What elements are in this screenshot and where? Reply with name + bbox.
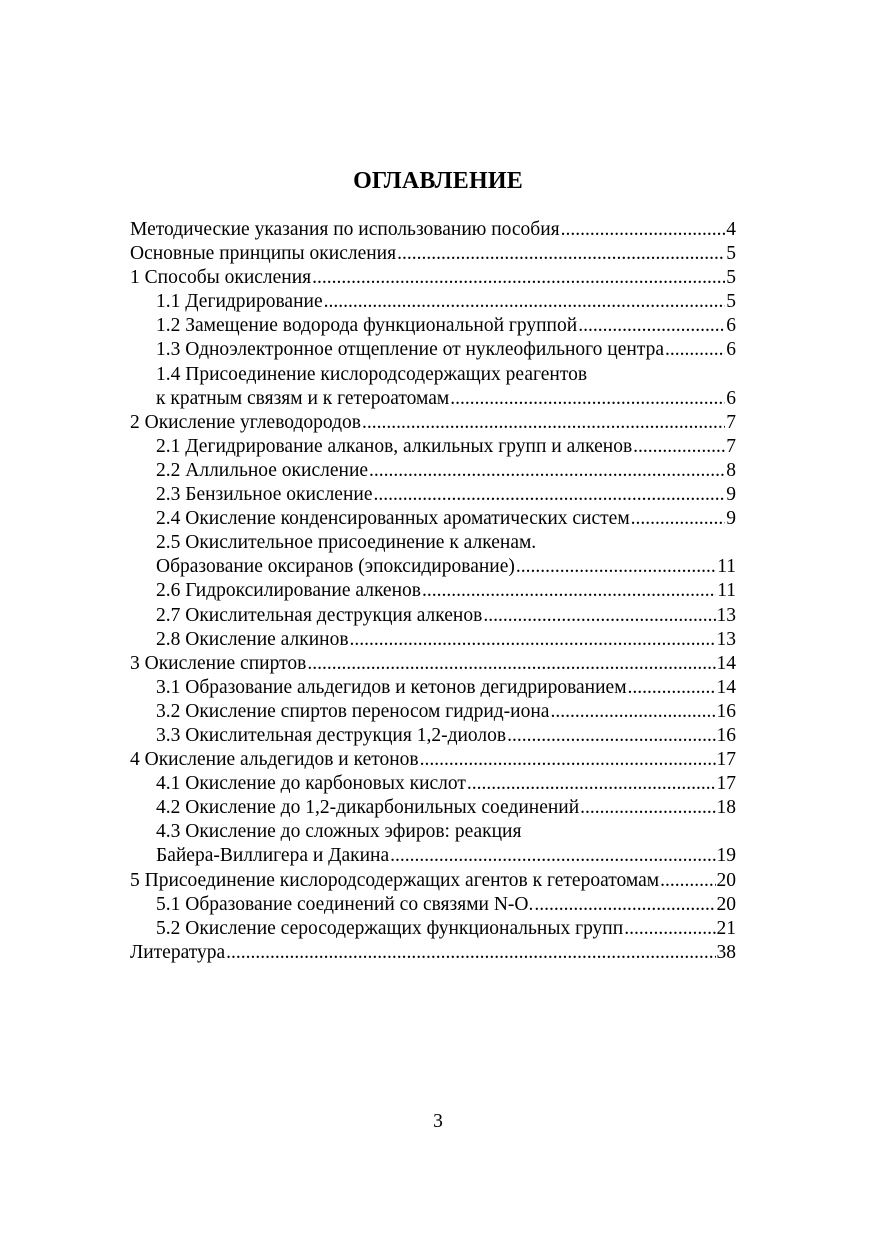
toc-entry-text: Литература (130, 941, 226, 963)
page-number: 3 (433, 1111, 443, 1132)
toc-entry-heading-line (130, 531, 736, 555)
toc-entry (130, 314, 736, 338)
toc-entry-text: 3.3 Окислительная деструкция 1,2-диолов (156, 724, 507, 746)
toc-entry-text: 2.3 Бензильное окисление (156, 484, 373, 506)
toc-entry (130, 628, 736, 652)
toc-entry (130, 459, 736, 483)
toc-entry-text: 4 Окисление альдегидов и кетонов (130, 749, 419, 771)
toc-entry (130, 387, 736, 411)
toc-leader-dots (624, 917, 715, 941)
toc-entry-text: 4.2 Окисление до 1,2-дикарбонильных соединений (156, 797, 580, 819)
toc-entry-page: 16 (716, 700, 736, 722)
toc-entry-page: 4 (726, 219, 736, 240)
toc-entry-page: 16 (716, 724, 736, 746)
toc-entry (130, 893, 736, 917)
toc-entry-text: 5 Присоединение кислородсодержащих агентов к гетероатомам (130, 869, 660, 891)
toc-leader-dots (507, 724, 715, 748)
toc-entry (130, 242, 736, 266)
toc-leader-dots (660, 869, 715, 893)
toc-entry-text: к кратным связям и к гетероатомам (156, 387, 450, 409)
toc-entry (130, 435, 736, 459)
toc-entry (130, 507, 736, 531)
toc-leader-dots (362, 411, 725, 435)
toc-entry-text: 5.2 Окисление серосодержащих функциональных групп (156, 917, 624, 939)
toc-entry (130, 796, 736, 820)
toc-leader-dots (390, 844, 715, 868)
toc-leader-dots (422, 579, 716, 603)
toc-entry (130, 676, 736, 700)
toc-entry-text: Основные принципы окисления (130, 243, 397, 265)
toc-entry-page: 6 (726, 339, 736, 361)
toc-entry-text: 1 Способы окисления (130, 267, 312, 289)
toc-entry-page: 13 (716, 604, 736, 626)
toc-leader-dots (226, 941, 715, 965)
toc-entry-text: 4.1 Окисление до карбоновых кислот (156, 773, 466, 795)
toc-entry-text: 2.2 Аллильное окисление (156, 459, 369, 481)
toc-entry-text: 2.8 Окисление алкинов (156, 628, 349, 650)
toc-entry-text: 4.3 Окисление до сложных эфиров: реакция (156, 821, 522, 843)
table-of-contents (130, 218, 736, 965)
toc-entry-text: 1.3 Одноэлектронное отщепление от нуклеофильного центра (156, 339, 664, 361)
toc-entry-page: 8 (726, 459, 736, 481)
toc-leader-dots (350, 628, 716, 652)
toc-leader-dots (628, 676, 716, 700)
toc-entry-page: 5 (726, 291, 736, 313)
toc-leader-dots (516, 555, 716, 579)
toc-entry-text: 3.1 Образование альдегидов и кетонов дегидрированием (156, 676, 627, 698)
page-title: ОГЛАВЛЕНИЕ (353, 168, 523, 194)
toc-entry-text: 1.1 Дегидрирование (156, 291, 323, 313)
toc-entry-text: Байера-Виллигера и Дакина (156, 845, 390, 867)
toc-entry-page: 20 (716, 869, 736, 891)
toc-entry-text: 2.6 Гидроксилирование алкенов (156, 580, 421, 602)
toc-leader-dots (483, 604, 715, 628)
toc-entry-page: 6 (726, 315, 736, 337)
toc-leader-dots (450, 387, 725, 411)
toc-entry (130, 844, 736, 868)
toc-entry-page: 17 (716, 749, 736, 771)
toc-entry (130, 483, 736, 507)
toc-entry-page: 7 (726, 435, 736, 457)
toc-entry-page: 20 (716, 893, 736, 915)
toc-entry (130, 748, 736, 772)
toc-entry-page: 19 (716, 845, 736, 867)
toc-leader-dots (580, 796, 715, 820)
toc-leader-dots (631, 507, 726, 531)
toc-entry-page: 14 (716, 652, 736, 674)
toc-entry-text: 2.5 Окислительное присоединение к алкенам. (156, 532, 537, 554)
toc-leader-dots (578, 314, 725, 338)
toc-entry (130, 604, 736, 628)
toc-entry-text: 2.7 Окислительная деструкция алкенов (156, 604, 483, 626)
toc-entry (130, 266, 736, 290)
toc-entry (130, 869, 736, 893)
toc-entry-page: 7 (726, 411, 736, 433)
toc-leader-dots (665, 338, 725, 362)
toc-leader-dots (534, 893, 715, 917)
toc-leader-dots (633, 435, 725, 459)
toc-entry (130, 338, 736, 362)
toc-entry (130, 290, 736, 314)
toc-entry-page: 11 (717, 556, 736, 578)
toc-entry (130, 555, 736, 579)
toc-entry-page: 5 (726, 243, 736, 265)
toc-entry-heading-line (130, 820, 736, 844)
toc-entry-text: 1.2 Замещение водорода функциональной группой (156, 315, 578, 337)
toc-entry (130, 772, 736, 796)
toc-entry (130, 411, 736, 435)
toc-entry-page: 14 (716, 676, 736, 698)
toc-entry-page: 21 (716, 917, 736, 939)
toc-entry-text: 2.1 Дегидрирование алканов, алкильных групп и алкенов (156, 435, 633, 457)
toc-entry (130, 941, 736, 965)
toc-leader-dots (467, 772, 716, 796)
toc-entry-page: 38 (716, 941, 736, 963)
toc-entry-heading-line (130, 363, 736, 387)
toc-leader-dots (312, 266, 725, 290)
toc-entry-text: 5.1 Образование соединений со связями N-O. (156, 893, 534, 915)
toc-entry (130, 917, 736, 941)
toc-entry (130, 700, 736, 724)
toc-entry-page: 17 (716, 773, 736, 795)
toc-entry-page: 5 (726, 267, 736, 289)
toc-entry-page: 11 (717, 580, 736, 602)
toc-leader-dots (561, 218, 726, 242)
toc-entry-text: 2.4 Окисление конденсированных ароматических систем (156, 508, 630, 530)
toc-entry-text: 1.4 Присоединение кислородсодержащих реагентов (156, 363, 588, 385)
toc-entry-page: 6 (726, 387, 736, 409)
toc-entry-text: 2 Окисление углеводородов (130, 411, 361, 433)
toc-leader-dots (420, 748, 716, 772)
toc-entry-page: 9 (726, 508, 736, 530)
toc-entry (130, 579, 736, 603)
toc-leader-dots (324, 290, 726, 314)
toc-leader-dots (397, 242, 725, 266)
toc-leader-dots (369, 459, 725, 483)
toc-leader-dots (373, 483, 725, 507)
toc-entry (130, 218, 736, 242)
toc-entry-page: 13 (716, 628, 736, 650)
toc-leader-dots (550, 700, 715, 724)
toc-entry-page: 9 (726, 484, 736, 506)
toc-leader-dots (307, 652, 715, 676)
toc-entry-text: Образование оксиранов (эпоксидирование) (156, 556, 515, 578)
toc-entry-page: 18 (716, 797, 736, 819)
toc-entry (130, 652, 736, 676)
toc-entry-text: 3.2 Окисление спиртов переносом гидрид-иона (156, 700, 550, 722)
toc-entry-text: Методические указания по использованию пособия (130, 219, 560, 240)
toc-entry-text: 3 Окисление спиртов (130, 652, 307, 674)
toc-entry (130, 724, 736, 748)
